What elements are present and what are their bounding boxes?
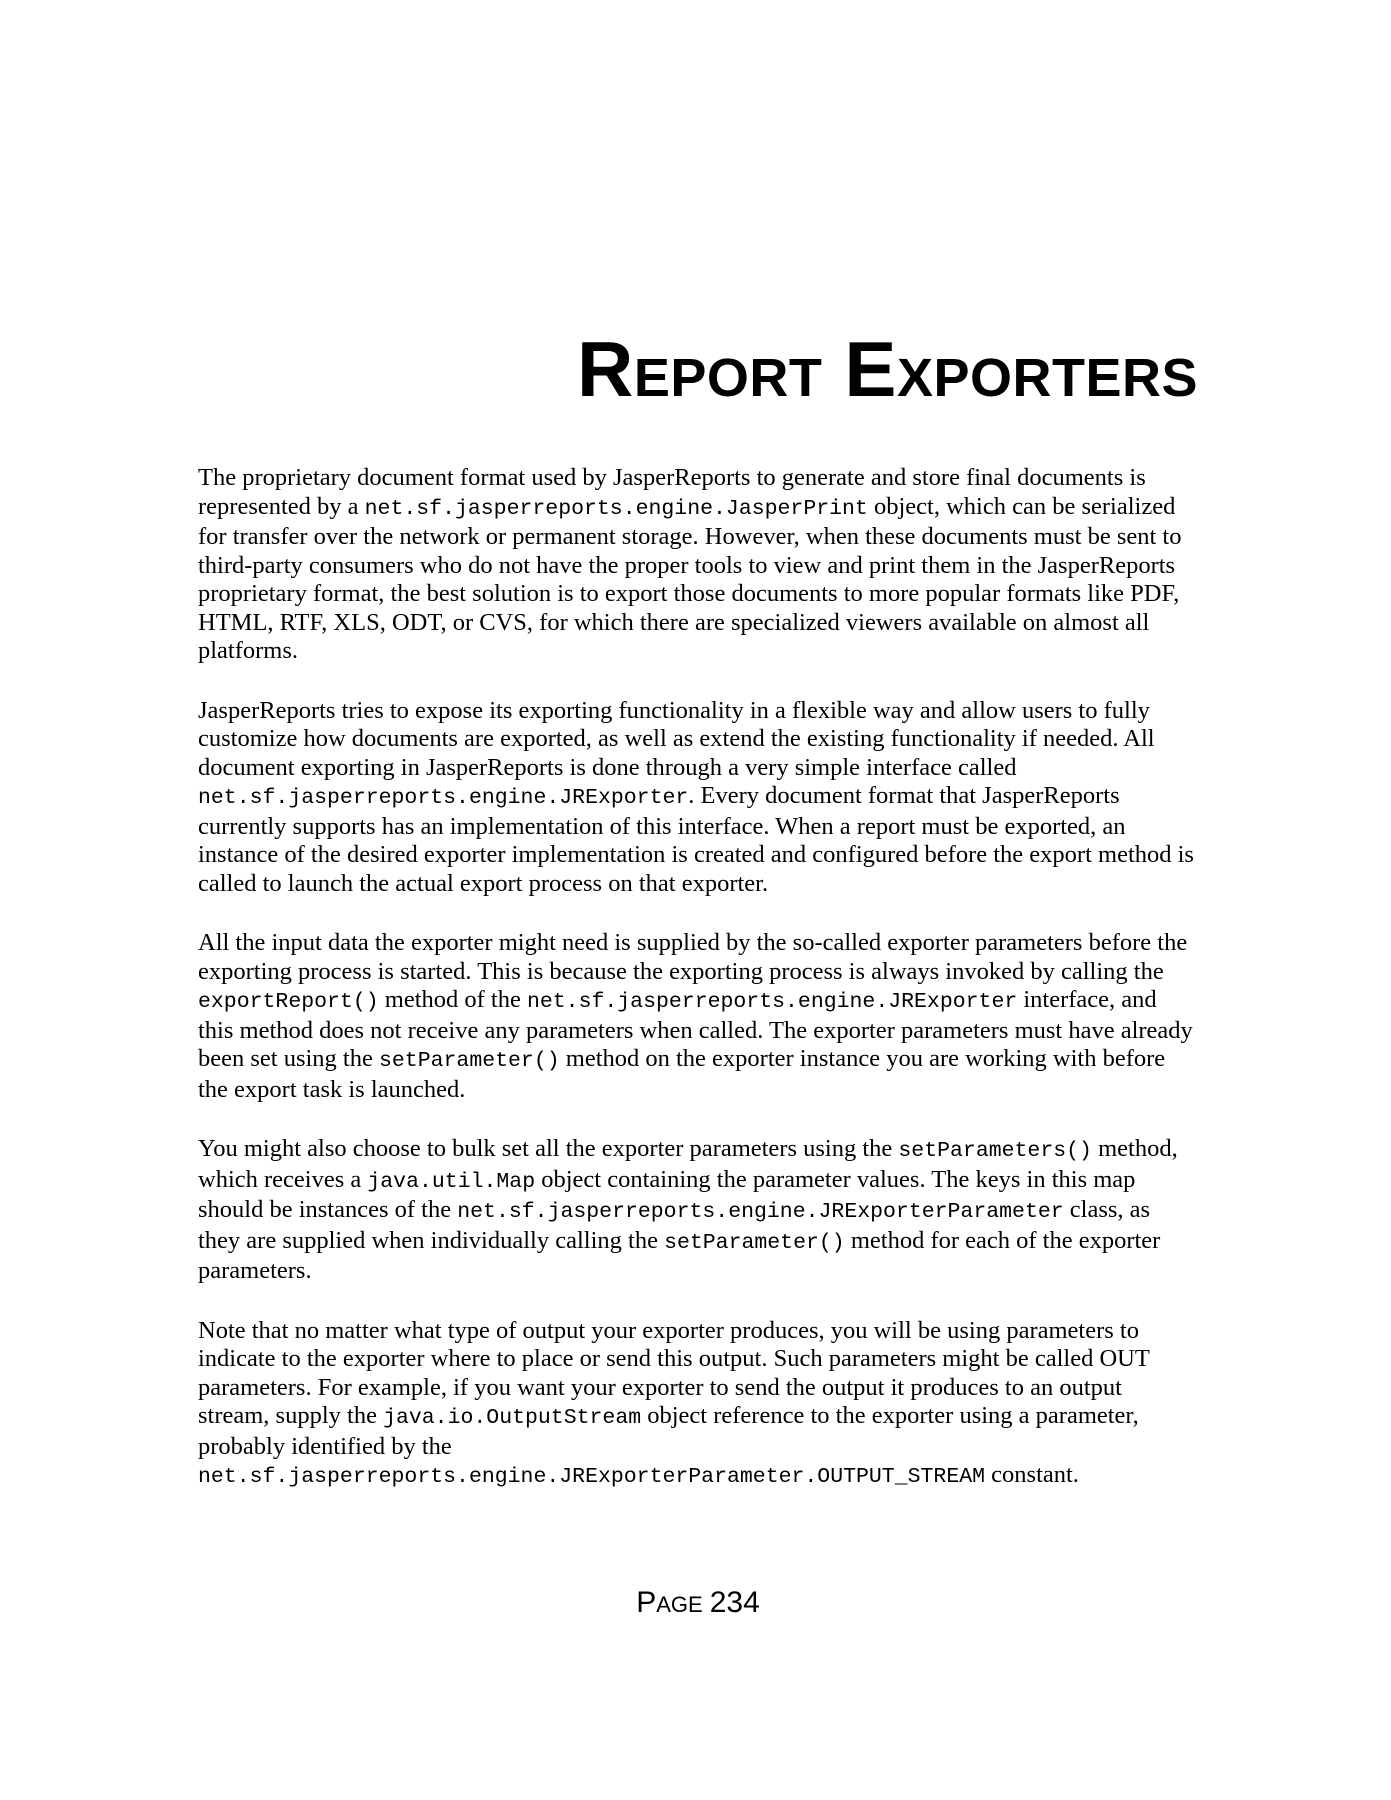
inline-code: setParameter() bbox=[664, 1230, 845, 1255]
inline-code: net.sf.jasperreports.engine.JRExporter bbox=[198, 786, 689, 810]
inline-code: java.util.Map bbox=[367, 1169, 536, 1194]
page-number-label bbox=[636, 1586, 703, 1619]
smallcaps-word: EXPORTERS bbox=[844, 325, 1198, 413]
body-text: All the input data the exporter might need is supplied by the so-called exporter parameters before the exporting process is started. This is because the exporting process is always invoked by calling the bbox=[198, 929, 1188, 985]
inline-code: net.sf.jasperreports.engine.JRExporterParameter bbox=[457, 1200, 1064, 1224]
smallcaps-word: PAGE bbox=[636, 1586, 703, 1619]
inline-code: setParameter() bbox=[379, 1049, 560, 1073]
body-text: method for each of the exporter parameters. bbox=[198, 1226, 1161, 1284]
page-number: 234 bbox=[709, 1586, 760, 1619]
paragraph bbox=[198, 464, 1198, 666]
paragraph bbox=[198, 1135, 1198, 1286]
body-text: method, which receives a bbox=[198, 1135, 1178, 1193]
paragraph bbox=[198, 929, 1198, 1104]
document-page bbox=[198, 0, 1198, 1800]
page-body bbox=[198, 464, 1198, 1492]
body-text: You might also choose to bulk set all the exporter parameters using the bbox=[198, 1135, 899, 1162]
body-text: constant. bbox=[985, 1461, 1079, 1488]
body-text: method of the bbox=[378, 986, 527, 1013]
body-text: . Every document format that JasperReports currently supports has an implementation of this interface. When a report must be exported, an instance of the desired exporter implementation is created and configured before the export method is called to launch the actual export process on that exporter. bbox=[198, 782, 1194, 897]
body-text: object, which can be serialized for transfer over the network or permanent storage. However, when these documents must be sent to third-party consumers who do not have the proper tools to view and print them in the JasperReports proprietary format, the best solution is to export those documents to more popular formats like PDF, HTML, RTF, XLS, ODT, or CVS, for which there are specialized viewers available on almost all platforms. bbox=[198, 492, 1182, 664]
body-text: The proprietary document format used by JasperReports to generate and store final documents is represented by a bbox=[198, 464, 1146, 520]
body-text: object containing the parameter values. The keys in this map should be instances of the bbox=[198, 1165, 1136, 1223]
body-text: object reference to the exporter using a parameter, probably identified by the bbox=[198, 1402, 1139, 1460]
inline-code: setParameters() bbox=[898, 1139, 1092, 1163]
inline-code: exportReport() bbox=[198, 990, 379, 1014]
body-text: method on the exporter instance you are working with before the export task is launched. bbox=[198, 1045, 1166, 1103]
page-title bbox=[198, 325, 1198, 413]
inline-code: java.io.OutputStream bbox=[383, 1406, 642, 1430]
inline-code: net.sf.jasperreports.engine.JasperPrint bbox=[364, 496, 868, 521]
inline-code: net.sf.jasperreports.engine.JRExporter bbox=[526, 990, 1018, 1014]
body-text: interface, and this method does not receive any parameters when called. The exporter parameters must have already been set using the bbox=[198, 986, 1193, 1072]
page-footer bbox=[198, 1588, 1198, 1618]
paragraph bbox=[198, 697, 1198, 899]
body-text: Note that no matter what type of output your exporter produces, you will be using parameters to indicate to the exporter where to place or send this output. Such parameters might be called OUT parameters. For example, if you want your exporter to send the output it produces to an output stream, supply the bbox=[198, 1316, 1150, 1429]
smallcaps-word: REPORT bbox=[577, 325, 823, 413]
body-text: class, as they are supplied when individually calling the bbox=[198, 1196, 1151, 1254]
inline-code: net.sf.jasperreports.engine.JRExporterParameter.OUTPUT_STREAM bbox=[198, 1465, 986, 1489]
paragraph bbox=[198, 1317, 1198, 1492]
body-text: JasperReports tries to expose its exporting functionality in a flexible way and allow users to fully customize how documents are exported, as well as extend the existing functionality if needed. All document exporting in JasperReports is done through a very simple interface called bbox=[198, 696, 1155, 781]
